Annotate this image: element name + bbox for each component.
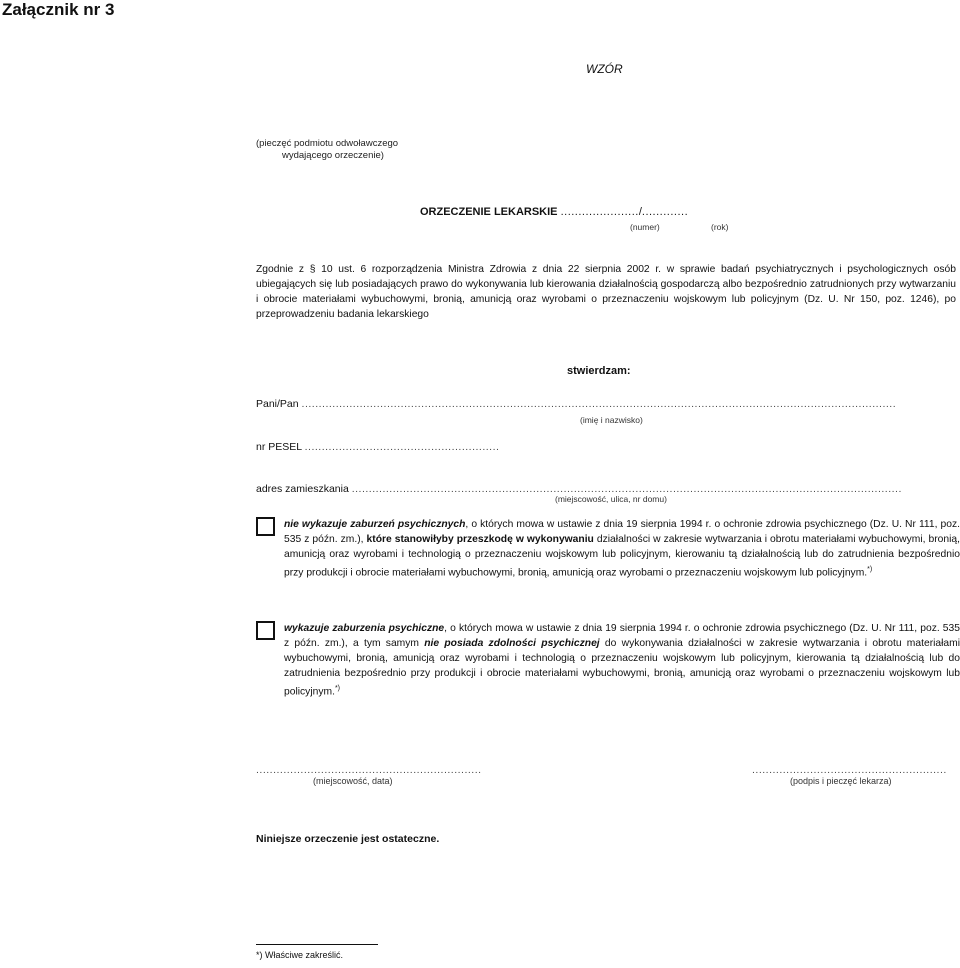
address-field[interactable]: ................................................................................................................................................................. [351,483,902,495]
footnote-ref-2: *) [334,685,340,692]
declaration-heading: stwierdzam: [567,365,631,377]
name-label: Pani/Pan [256,398,299,410]
name-field[interactable]: .............................................................................................................................................................................. [301,398,897,410]
year-caption: (rok) [711,222,729,232]
name-field-row [256,398,896,410]
option-no-disorders-bold: nie wykazuje zaburzeń psychicznych [284,519,466,530]
pesel-field[interactable]: ......................................................... [304,441,500,453]
footnote: *) Właściwe zakreślić. [256,950,344,960]
stamp-caption-line-2: wydającego orzeczenie) [282,150,384,161]
template-label: WZÓR [586,62,623,76]
stamp-caption [256,138,398,162]
title-slash: / [638,206,642,218]
number-caption: (numer) [630,222,660,232]
number-field[interactable]: ...................... [560,206,639,218]
option-disorders-text-2: do wykonywania działalności w zakresie wytwarzania i obrotu materiałami wybuchowymi, bronią, amunicją oraz wyrobami i technologią o przeznaczeniu wojskowym lub policyjnym, kierowania tą działalnością lub do zatrudnienia bezpośrednio przy produkcji i obrocie materiałami wybuchowymi, bronią, amunicją oraz wyrobami o przeznaczeniu wojskowym lub policyjnym. [284,638,960,698]
option-no-disorders [256,517,960,580]
document-title-label: ORZECZENIE LEKARSKIE [420,206,558,218]
legal-basis-paragraph: Zgodnie z § 10 ust. 6 rozporządzenia Ministra Zdrowia z dnia 22 sierpnia 2002 r. w sprawie badań psychiatrycznych i psychologicznych osób ubiegających się lub posiadających prawo do wykonywania lub kierowania działalnością gospodarczą albo bezpośrednio zatrudnionych przy wytwarzaniu i obrocie materiałami wybuchowymi, bronią, amunicją oraz wyrobami o przeznaczeniu wojskowym lub policyjnym (Dz. U. Nr 150, poz. 1246), po przeprowadzeniu badania lekarskiego [256,264,956,320]
option-disorders-bold-2: nie posiada zdolności psychicznej [424,638,600,649]
address-caption: (miejscowość, ulica, nr domu) [555,494,667,504]
place-date-caption: (miejscowość, data) [313,776,393,786]
option-disorders-text [284,621,960,699]
option-no-disorders-text-2: działalności w zakresie wytwarzania i obrotu materiałami wybuchowymi, bronią, amunicją oraz wyrobami i technologią o przeznaczeniu wojskowym lub policyjnym, kierowaniu tą działalnością lub do zatrudnienia bezpośrednio przy produkcji i obrocie materiałami wybuchowymi, bronią, amunicją oraz wyrobami o przeznaczeniu wojskowym lub policyjnym. [284,534,960,579]
option-disorders-bold: wykazuje zaburzenia psychiczne [284,623,445,634]
address-label: adres zamieszkania [256,483,349,495]
signature-field[interactable]: ......................................................... [752,764,947,776]
checkbox-disorders[interactable] [256,621,275,640]
document-title [420,206,688,218]
name-caption: (imię i nazwisko) [580,415,643,425]
stamp-caption-line-1: (pieczęć podmiotu odwoławczego [256,138,399,149]
year-field[interactable]: ............. [641,206,689,218]
attachment-header: Załącznik nr 3 [2,0,115,19]
pesel-field-row [256,441,499,453]
option-disorders-text-1: , o których mowa w ustawie z dnia 19 sierpnia 1994 r. o ochronie zdrowia psychicznego (Dz. U. Nr 111, poz. 535 z późn. zm.), a tym samym [284,623,960,649]
pesel-label: nr PESEL [256,441,302,453]
footnote-ref-1: *) [867,566,873,573]
option-no-disorders-text [284,517,960,580]
final-statement: Niniejsze orzeczenie jest ostateczne. [256,833,440,845]
option-no-disorders-bold-2: które stanowiłyby przeszkodę w wykonywaniu [366,534,594,545]
footnote-divider [256,944,378,945]
signature-caption: (podpis i pieczęć lekarza) [790,776,892,786]
checkbox-no-disorders[interactable] [256,517,275,536]
option-no-disorders-text-1: , o których mowa w ustawie z dnia 19 sierpnia 1994 r. o ochronie zdrowia psychicznego (Dz. U. Nr 111, poz. 535 z późn. zm.), [284,519,960,545]
place-date-field[interactable]: .................................................................. [256,764,482,776]
option-disorders [256,621,960,699]
